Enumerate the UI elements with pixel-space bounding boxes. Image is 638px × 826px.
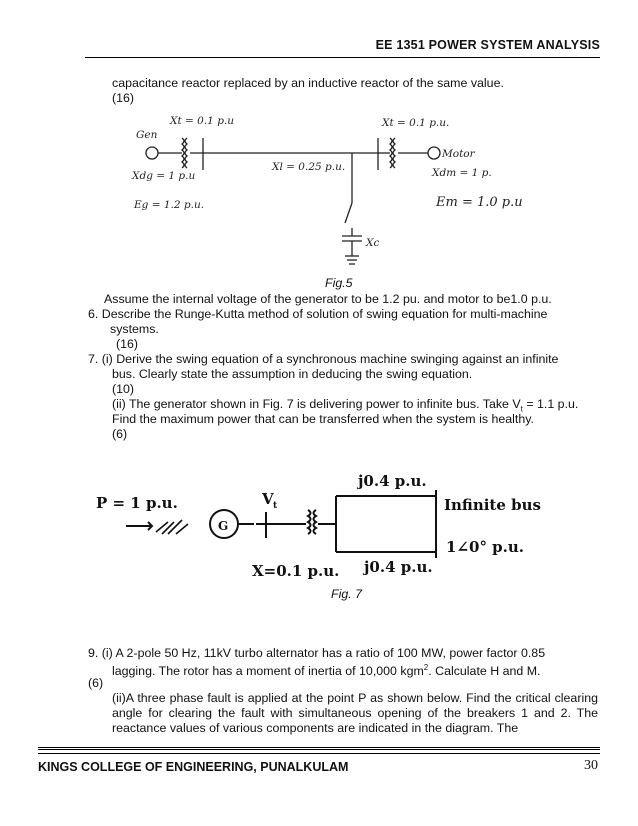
q6-marks: (16) bbox=[116, 337, 139, 351]
fig7-p-label: P = 1 p.u. bbox=[96, 494, 178, 512]
fig5-xdm-label: Xdm = 1 p. bbox=[432, 167, 492, 179]
fig5-diagram bbox=[130, 108, 550, 280]
q7-line3-text: (ii) The generator shown in Fig. 7 is delivering power to infinite bus. Take V bbox=[112, 397, 521, 411]
q7-marks-10: (10) bbox=[112, 382, 135, 396]
fig7-inf-voltage-label: 1∠0° p.u. bbox=[446, 538, 525, 556]
fig7-g-label: G bbox=[218, 519, 229, 533]
fig7-v-label: V bbox=[262, 490, 274, 508]
q9-line2-text: lagging. The rotor has a moment of inertia of 10,000 kgm bbox=[112, 664, 424, 679]
fig5-gen-label: Gen bbox=[136, 129, 158, 141]
fig5-xt1-label: Xt = 0.1 p.u bbox=[170, 115, 235, 127]
q9-line2 bbox=[112, 661, 541, 678]
fig5-xc-label: Xc bbox=[366, 237, 380, 249]
fig7-diagram bbox=[96, 472, 556, 584]
fig7-vt-subscript: t bbox=[273, 501, 278, 511]
header-rule bbox=[85, 57, 600, 58]
q6-line1: 6. Describe the Runge-Kutta method of solution of swing equation for multi-machine bbox=[88, 307, 548, 321]
fig7-caption: Fig. 7 bbox=[331, 587, 362, 601]
q9-line1: 9. (i) A 2-pole 50 Hz, 11kV turbo alternator has a ratio of 100 MW, power factor 0.85 bbox=[88, 646, 546, 660]
q7-line2: bus. Clearly state the assumption in deducing the swing equation. bbox=[112, 367, 473, 381]
fig5-eg-label: Eg = 1.2 p.u. bbox=[134, 199, 205, 211]
fig5-xdg-label: Xdg = 1 p.u bbox=[132, 170, 196, 182]
q7-line4: Find the maximum power that can be transferred when the system is healthy. bbox=[112, 412, 534, 426]
page-header-title: EE 1351 POWER SYSTEM ANALYSIS bbox=[375, 38, 600, 52]
fig7-jbot-label: j0.4 p.u. bbox=[364, 558, 433, 576]
q6-line2: systems. bbox=[110, 322, 159, 336]
line-capacitance: capacitance reactor replaced by an inductive reactor of the same value. bbox=[112, 76, 504, 90]
fig5-motor-label: Motor bbox=[442, 148, 475, 160]
footer-college: KINGS COLLEGE OF ENGINEERING, PUNALKULAM bbox=[38, 760, 349, 774]
page-number: 30 bbox=[584, 758, 598, 773]
q9-part2-paragraph: (ii)A three phase fault is applied at the point P as shown below. Find the critical clearing angle for clearing the fault with simultaneous opening of the breakers 1 and 2. The reactance values of various components are indicated in the diagram. The bbox=[112, 691, 598, 735]
q7-line1: 7. (i) Derive the swing equation of a synchronous machine swinging against an infinite bbox=[88, 352, 559, 366]
generator-symbol bbox=[146, 147, 158, 159]
fig7-x-label: X=0.1 p.u. bbox=[252, 562, 340, 580]
assume-line: Assume the internal voltage of the generator to be 1.2 pu. and motor to be1.0 p.u. bbox=[104, 292, 552, 306]
footer-rule bbox=[38, 747, 600, 754]
marks-16a: (16) bbox=[112, 91, 135, 105]
q9-marks-6: (6) bbox=[88, 676, 104, 690]
q9-superscript: 2 bbox=[423, 663, 429, 672]
q7-marks-6: (6) bbox=[112, 427, 128, 441]
fig7-jtop-label: j0.4 p.u. bbox=[358, 472, 427, 490]
motor-symbol bbox=[428, 147, 440, 159]
q9-line2-tail: . Calculate H and M. bbox=[428, 664, 541, 679]
fig7-infinite-bus-label: Infinite bus bbox=[444, 496, 541, 514]
fig5-em-label: Em = 1.0 p.u bbox=[436, 195, 523, 210]
fig5-xl-label: Xl = 0.25 p.u. bbox=[272, 161, 346, 173]
q7-line3-tail: = 1.1 p.u. bbox=[522, 397, 579, 411]
fig5-caption: Fig.5 bbox=[325, 276, 353, 290]
fig5-xt2-label: Xt = 0.1 p.u. bbox=[382, 117, 450, 129]
q7-vt-subscript: t bbox=[520, 404, 523, 414]
